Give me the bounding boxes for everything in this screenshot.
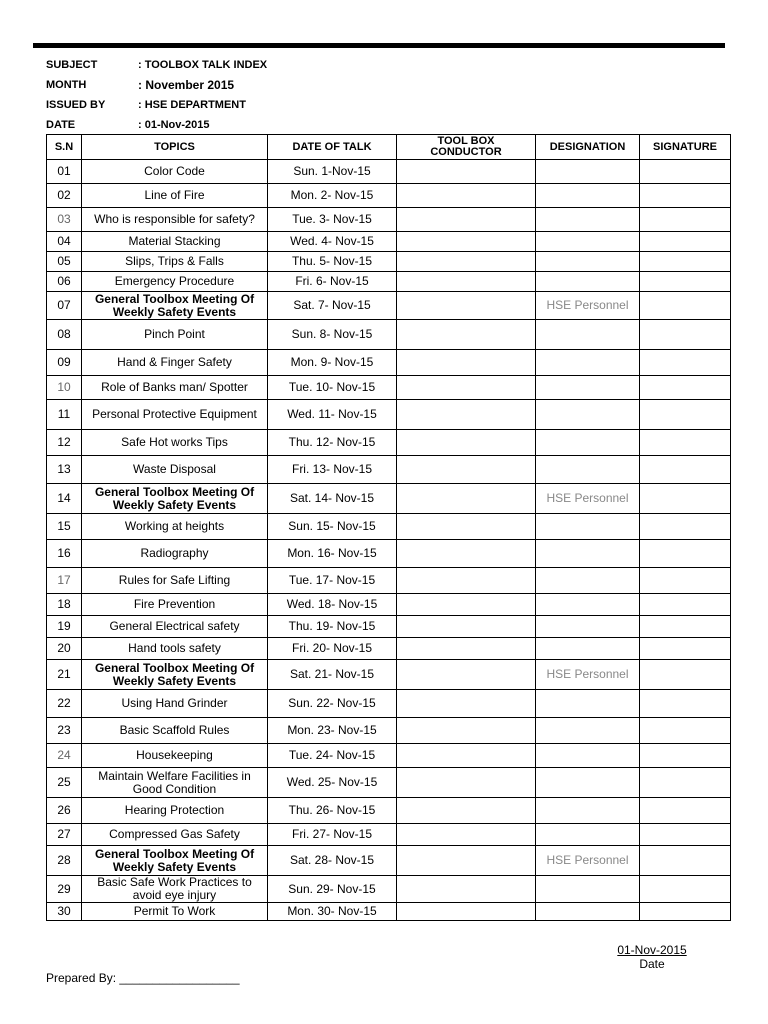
table-row — [47, 568, 731, 594]
row-conductor — [397, 846, 536, 876]
row-conductor — [397, 718, 536, 744]
row-date: Mon. 2- Nov-15 — [268, 184, 397, 208]
row-conductor — [397, 320, 536, 350]
row-designation: HSE Personnel — [536, 846, 640, 876]
row-topic: Radiography — [82, 540, 268, 568]
table-row — [47, 660, 731, 690]
document-header — [46, 55, 267, 135]
table-row — [47, 400, 731, 430]
row-signature — [640, 744, 731, 768]
row-date: Fri. 27- Nov-15 — [268, 824, 397, 846]
table-row — [47, 376, 731, 400]
row-conductor — [397, 638, 536, 660]
row-sn: 10 — [47, 376, 82, 400]
table-row — [47, 184, 731, 208]
row-designation — [536, 252, 640, 272]
row-conductor — [397, 540, 536, 568]
row-conductor — [397, 594, 536, 616]
row-conductor — [397, 660, 536, 690]
row-designation — [536, 514, 640, 540]
row-sn: 14 — [47, 484, 82, 514]
row-designation — [536, 594, 640, 616]
row-sn: 13 — [47, 456, 82, 484]
row-conductor — [397, 184, 536, 208]
row-signature — [640, 376, 731, 400]
row-signature — [640, 184, 731, 208]
row-topic: Using Hand Grinder — [82, 690, 268, 718]
table-row — [47, 320, 731, 350]
date-row — [46, 115, 267, 135]
row-conductor — [397, 232, 536, 252]
footer-date-block — [600, 943, 704, 971]
row-topic: Maintain Welfare Facilities in Good Condition — [82, 768, 268, 798]
footer-date-value: 01-Nov-2015 — [617, 943, 687, 957]
row-designation — [536, 744, 640, 768]
row-signature — [640, 876, 731, 903]
row-signature — [640, 320, 731, 350]
row-sn: 22 — [47, 690, 82, 718]
issued-row — [46, 95, 267, 115]
row-topic: Personal Protective Equipment — [82, 400, 268, 430]
row-designation — [536, 768, 640, 798]
row-date: Wed. 4- Nov-15 — [268, 232, 397, 252]
row-signature — [640, 350, 731, 376]
table-row — [47, 798, 731, 824]
row-signature — [640, 718, 731, 744]
table-body — [47, 160, 731, 921]
row-topic: Hearing Protection — [82, 798, 268, 824]
col-header-conductor: TOOL BOX CONDUCTOR — [397, 135, 536, 160]
row-conductor — [397, 514, 536, 540]
col-header-sn: S.N — [47, 135, 82, 160]
row-signature — [640, 594, 731, 616]
row-signature — [640, 484, 731, 514]
table-header-row — [47, 135, 731, 160]
row-designation: HSE Personnel — [536, 660, 640, 690]
row-signature — [640, 568, 731, 594]
row-date: Tue. 17- Nov-15 — [268, 568, 397, 594]
table-row — [47, 252, 731, 272]
row-topic: Color Code — [82, 160, 268, 184]
row-date: Sun. 22- Nov-15 — [268, 690, 397, 718]
row-topic: General Electrical safety — [82, 616, 268, 638]
row-conductor — [397, 876, 536, 903]
table-row — [47, 430, 731, 456]
row-date: Fri. 6- Nov-15 — [268, 272, 397, 292]
row-topic: Working at heights — [82, 514, 268, 540]
row-sn: 09 — [47, 350, 82, 376]
top-rule — [33, 43, 725, 48]
row-sn: 23 — [47, 718, 82, 744]
table-row — [47, 638, 731, 660]
row-signature — [640, 690, 731, 718]
table-row — [47, 768, 731, 798]
row-signature — [640, 430, 731, 456]
row-designation: HSE Personnel — [536, 292, 640, 320]
row-signature — [640, 824, 731, 846]
row-date: Sun. 29- Nov-15 — [268, 876, 397, 903]
row-designation — [536, 184, 640, 208]
subject-value: : TOOLBOX TALK INDEX — [138, 59, 268, 71]
row-topic: Housekeeping — [82, 744, 268, 768]
row-signature — [640, 160, 731, 184]
row-date: Sun. 8- Nov-15 — [268, 320, 397, 350]
row-topic: General Toolbox Meeting Of Weekly Safety Events — [82, 660, 268, 690]
table-row — [47, 292, 731, 320]
row-signature — [640, 208, 731, 232]
row-designation — [536, 272, 640, 292]
row-signature — [640, 400, 731, 430]
row-sn: 06 — [47, 272, 82, 292]
row-designation — [536, 350, 640, 376]
table-row — [47, 514, 731, 540]
table-row — [47, 208, 731, 232]
row-date: Mon. 30- Nov-15 — [268, 903, 397, 921]
row-designation — [536, 320, 640, 350]
row-conductor — [397, 208, 536, 232]
row-sn: 15 — [47, 514, 82, 540]
row-date: Thu. 12- Nov-15 — [268, 430, 397, 456]
row-sn: 26 — [47, 798, 82, 824]
row-designation — [536, 718, 640, 744]
row-designation — [536, 160, 640, 184]
table-row — [47, 160, 731, 184]
row-sn: 24 — [47, 744, 82, 768]
row-conductor — [397, 798, 536, 824]
row-topic: Hand tools safety — [82, 638, 268, 660]
row-conductor — [397, 350, 536, 376]
row-conductor — [397, 292, 536, 320]
row-designation — [536, 232, 640, 252]
row-date: Sat. 7- Nov-15 — [268, 292, 397, 320]
row-date: Sat. 28- Nov-15 — [268, 846, 397, 876]
row-conductor — [397, 430, 536, 456]
row-signature — [640, 638, 731, 660]
row-sn: 27 — [47, 824, 82, 846]
row-signature — [640, 798, 731, 824]
issued-label: ISSUED BY — [46, 99, 106, 111]
row-topic: Emergency Procedure — [82, 272, 268, 292]
footer-date-label: Date — [639, 957, 665, 971]
row-sn: 30 — [47, 903, 82, 921]
row-designation — [536, 876, 640, 903]
row-date: Wed. 25- Nov-15 — [268, 768, 397, 798]
prepared-by: Prepared By: __________________ — [46, 971, 240, 985]
row-topic: Material Stacking — [82, 232, 268, 252]
row-designation — [536, 430, 640, 456]
row-sn: 20 — [47, 638, 82, 660]
row-designation — [536, 616, 640, 638]
month-value: : November 2015 — [138, 78, 235, 92]
row-date: Tue. 24- Nov-15 — [268, 744, 397, 768]
table-row — [47, 903, 731, 921]
row-date: Mon. 23- Nov-15 — [268, 718, 397, 744]
table-row — [47, 540, 731, 568]
row-topic: Pinch Point — [82, 320, 268, 350]
row-date: Sat. 21- Nov-15 — [268, 660, 397, 690]
row-designation — [536, 824, 640, 846]
row-signature — [640, 660, 731, 690]
table-row — [47, 232, 731, 252]
row-designation — [536, 400, 640, 430]
row-topic: Line of Fire — [82, 184, 268, 208]
row-sn: 18 — [47, 594, 82, 616]
row-sn: 08 — [47, 320, 82, 350]
row-date: Sat. 14- Nov-15 — [268, 484, 397, 514]
row-sn: 12 — [47, 430, 82, 456]
row-sn: 11 — [47, 400, 82, 430]
row-conductor — [397, 376, 536, 400]
table-row — [47, 594, 731, 616]
row-conductor — [397, 568, 536, 594]
row-topic: Waste Disposal — [82, 456, 268, 484]
row-conductor — [397, 768, 536, 798]
row-topic: Fire Prevention — [82, 594, 268, 616]
month-label: MONTH — [46, 79, 87, 91]
row-topic: Who is responsible for safety? — [82, 208, 268, 232]
row-sn: 01 — [47, 160, 82, 184]
col-header-designation: DESIGNATION — [536, 135, 640, 160]
row-sn: 28 — [47, 846, 82, 876]
row-designation — [536, 456, 640, 484]
row-conductor — [397, 160, 536, 184]
date-label: DATE — [46, 119, 76, 131]
row-sn: 07 — [47, 292, 82, 320]
row-conductor — [397, 744, 536, 768]
row-sn: 29 — [47, 876, 82, 903]
row-date: Sun. 1-Nov-15 — [268, 160, 397, 184]
issued-value: : HSE DEPARTMENT — [138, 99, 246, 111]
row-date: Thu. 26- Nov-15 — [268, 798, 397, 824]
month-row — [46, 75, 267, 95]
row-topic: Permit To Work — [82, 903, 268, 921]
row-designation — [536, 638, 640, 660]
row-signature — [640, 903, 731, 921]
table-row — [47, 484, 731, 514]
row-date: Sun. 15- Nov-15 — [268, 514, 397, 540]
table-row — [47, 718, 731, 744]
subject-label: SUBJECT — [46, 59, 98, 71]
table-row — [47, 272, 731, 292]
table-row — [47, 876, 731, 903]
row-topic: Rules for Safe Lifting — [82, 568, 268, 594]
row-signature — [640, 292, 731, 320]
row-topic: Basic Scaffold Rules — [82, 718, 268, 744]
row-topic: Slips, Trips & Falls — [82, 252, 268, 272]
table-row — [47, 846, 731, 876]
table-row — [47, 616, 731, 638]
row-signature — [640, 272, 731, 292]
row-sn: 16 — [47, 540, 82, 568]
row-designation — [536, 798, 640, 824]
row-designation — [536, 540, 640, 568]
toolbox-talk-table — [46, 134, 731, 921]
row-conductor — [397, 824, 536, 846]
row-designation — [536, 903, 640, 921]
row-conductor — [397, 616, 536, 638]
col-header-topics: TOPICS — [82, 135, 268, 160]
row-sn: 03 — [47, 208, 82, 232]
col-header-date: DATE OF TALK — [268, 135, 397, 160]
row-sn: 05 — [47, 252, 82, 272]
row-topic: General Toolbox Meeting Of Weekly Safety Events — [82, 846, 268, 876]
subject-row — [46, 55, 267, 75]
table-row — [47, 350, 731, 376]
row-signature — [640, 540, 731, 568]
row-topic: Role of Banks man/ Spotter — [82, 376, 268, 400]
row-topic: Compressed Gas Safety — [82, 824, 268, 846]
table-row — [47, 456, 731, 484]
row-topic: Safe Hot works Tips — [82, 430, 268, 456]
row-date: Mon. 16- Nov-15 — [268, 540, 397, 568]
row-date: Thu. 19- Nov-15 — [268, 616, 397, 638]
row-designation — [536, 208, 640, 232]
row-designation — [536, 568, 640, 594]
row-sn: 19 — [47, 616, 82, 638]
row-conductor — [397, 456, 536, 484]
row-topic: General Toolbox Meeting Of Weekly Safety Events — [82, 484, 268, 514]
row-conductor — [397, 484, 536, 514]
table-row — [47, 690, 731, 718]
row-sn: 21 — [47, 660, 82, 690]
row-signature — [640, 514, 731, 540]
row-conductor — [397, 272, 536, 292]
row-designation: HSE Personnel — [536, 484, 640, 514]
row-topic: Hand & Finger Safety — [82, 350, 268, 376]
table-row — [47, 824, 731, 846]
table-row — [47, 744, 731, 768]
row-date: Fri. 13- Nov-15 — [268, 456, 397, 484]
row-date: Tue. 3- Nov-15 — [268, 208, 397, 232]
row-signature — [640, 846, 731, 876]
row-conductor — [397, 400, 536, 430]
row-topic: Basic Safe Work Practices to avoid eye injury — [82, 876, 268, 903]
row-signature — [640, 768, 731, 798]
date-value: : 01-Nov-2015 — [138, 119, 210, 131]
row-sn: 17 — [47, 568, 82, 594]
row-signature — [640, 616, 731, 638]
row-date: Tue. 10- Nov-15 — [268, 376, 397, 400]
row-signature — [640, 252, 731, 272]
row-signature — [640, 456, 731, 484]
row-designation — [536, 376, 640, 400]
row-conductor — [397, 903, 536, 921]
row-conductor — [397, 252, 536, 272]
row-date: Thu. 5- Nov-15 — [268, 252, 397, 272]
row-sn: 02 — [47, 184, 82, 208]
row-date: Wed. 11- Nov-15 — [268, 400, 397, 430]
row-signature — [640, 232, 731, 252]
row-date: Fri. 20- Nov-15 — [268, 638, 397, 660]
row-date: Mon. 9- Nov-15 — [268, 350, 397, 376]
row-sn: 04 — [47, 232, 82, 252]
row-topic: General Toolbox Meeting Of Weekly Safety Events — [82, 292, 268, 320]
row-designation — [536, 690, 640, 718]
row-date: Wed. 18- Nov-15 — [268, 594, 397, 616]
col-header-signature: SIGNATURE — [640, 135, 731, 160]
row-sn: 25 — [47, 768, 82, 798]
row-conductor — [397, 690, 536, 718]
